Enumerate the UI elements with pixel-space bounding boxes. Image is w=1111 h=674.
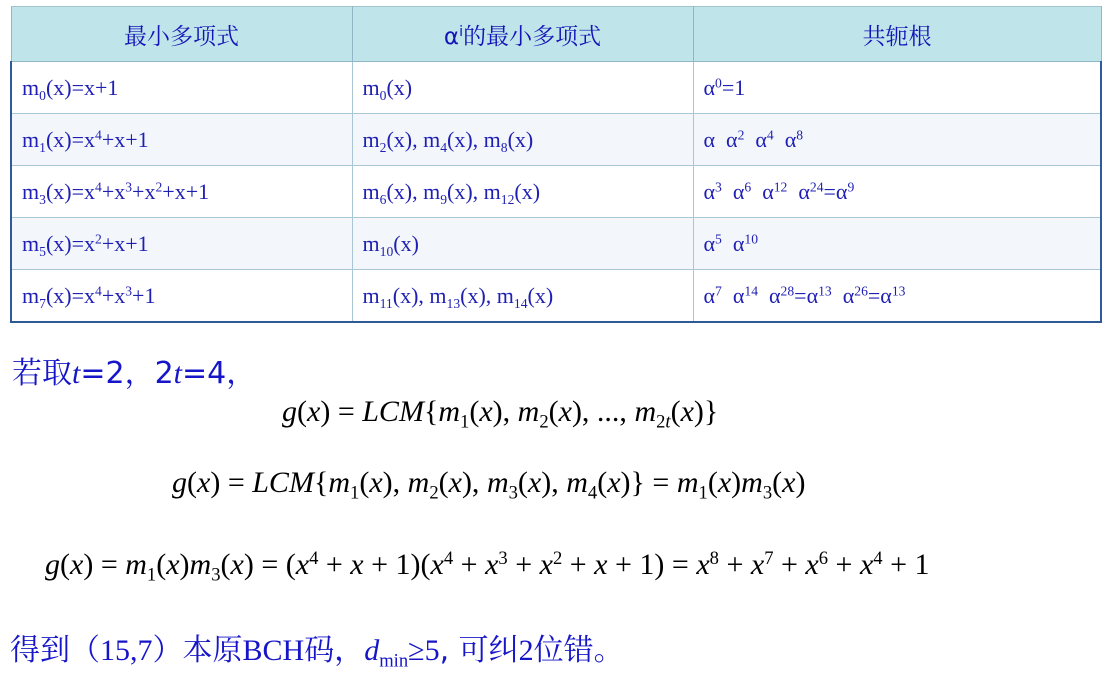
cell-conjugate-roots: $\alpha^3$ $\alpha^6$ $\alpha^{12}$ $\alpha^{24}=\alpha^9$ — [693, 166, 1101, 218]
cell-conjugate-roots: $\alpha^5$ $\alpha^{10}$ — [693, 218, 1101, 270]
table-row — [11, 218, 1101, 270]
cell-min-poly: $m_1(x)=x^4+x+1$ — [11, 114, 352, 166]
table-row — [11, 62, 1101, 114]
equation-lcm-specific: $g(x) = LCM\{m_1(x)$, $m_2(x)$, $m_3(x)$, $m_4(x)\} = m_1(x)m_3(x)$ — [172, 466, 806, 504]
cell-alpha-min-poly: $m_6(x)$, $m_9(x)$, $m_{12}(x)$ — [352, 166, 693, 218]
cell-min-poly: $m_5(x)=x^2+x+1$ — [11, 218, 352, 270]
cell-min-poly: $m_0(x)=x+1$ — [11, 62, 352, 114]
equation-generator-poly: $g(x) = m_1(x)m_3(x) = (x^4 + x + 1)(x^4 + x^3 + x^2 + x + 1) = x^8 + x^7 + x^6 + x^4 + 1$ — [45, 547, 930, 586]
cell-min-poly: $m_7(x)=x^4+x^3+1$ — [11, 270, 352, 323]
intro-text: 若取t=2，2t=4， — [12, 356, 257, 391]
table-header-row — [11, 7, 1101, 62]
cell-conjugate-roots: α $\alpha^2$ $\alpha^4$ $\alpha^8$ — [693, 114, 1101, 166]
result-text: 得到（15,7）本原BCH码，$d_{min}\ge 5$, 可纠2位错。 — [10, 633, 624, 672]
table-row — [11, 270, 1101, 323]
cell-conjugate-roots: $\alpha^7$ $\alpha^{14}$ $\alpha^{28}=\alpha^{13}$ $\alpha^{26}=\alpha^{13}$ — [693, 270, 1101, 323]
equation-lcm-general: $g(x) = LCM\{m_1(x)$, $m_2(x)$, ..., $m_{2t}(x)$} — [282, 395, 719, 433]
header-conjugate-roots: 共轭根 — [693, 7, 1101, 62]
table-row — [11, 166, 1101, 218]
header-min-poly: 最小多项式 — [11, 7, 352, 62]
cell-alpha-min-poly: $m_0(x)$ — [352, 62, 693, 114]
cell-alpha-min-poly: $m_{10}(x)$ — [352, 218, 693, 270]
cell-conjugate-roots: $\alpha^0=1$ — [693, 62, 1101, 114]
header-alpha-min-poly: $\alpha^i$的最小多项式 — [352, 7, 693, 62]
table-row — [11, 114, 1101, 166]
min-poly-table — [10, 6, 1102, 323]
cell-min-poly: $m_3(x)=x^4+x^3+x^2+x+1$ — [11, 166, 352, 218]
cell-alpha-min-poly: $m_2(x)$, $m_4(x)$, $m_8(x)$ — [352, 114, 693, 166]
cell-alpha-min-poly: $m_{11}(x)$, $m_{13}(x)$, $m_{14}(x)$ — [352, 270, 693, 323]
